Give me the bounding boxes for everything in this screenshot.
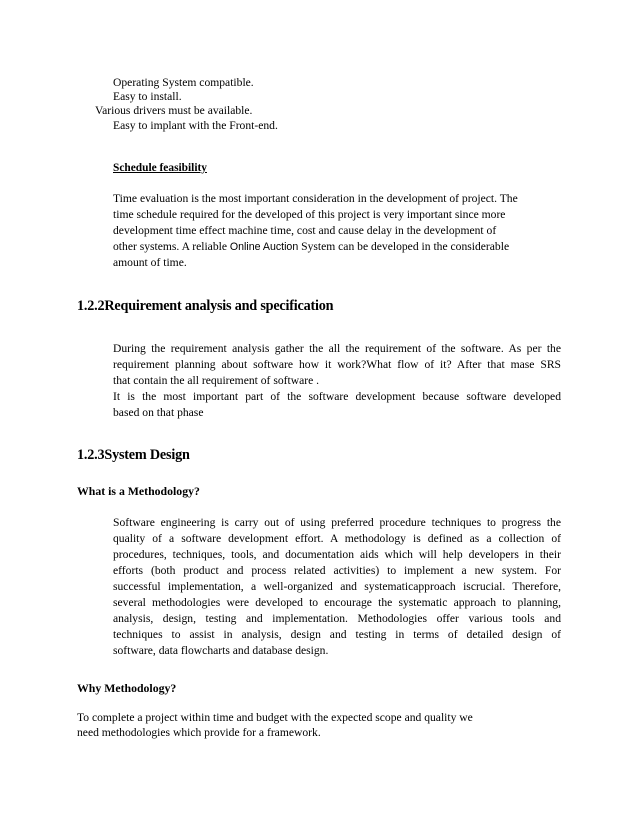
paragraph-line: several methodologies were developed to encourage the systematic approach to planning, — [113, 596, 561, 609]
why-line: need methodologies which provide for a framework. — [77, 726, 321, 739]
schedule-line-text: other systems. A reliable — [113, 240, 230, 253]
schedule-line: amount of time. — [113, 256, 187, 269]
paragraph-line: quality of a software development effort. A methodology is defined as a collection of — [113, 532, 561, 545]
intro-item: Various drivers must be available. — [95, 104, 253, 117]
paragraph-line: procedures, techniques, tools, and documentation aids which will help developers in their — [113, 548, 561, 561]
paragraph-line: techniques to assist in analysis, design and testing in terms of detailed design of — [113, 628, 561, 641]
online-auction-text: Online Auction — [229, 241, 299, 253]
paragraph-line: software, data flowcharts and database design. — [113, 644, 329, 657]
paragraph-line: analysis, design, testing and implementation. Methodologies offer various tools and — [113, 612, 561, 625]
paragraph-line: It is the most important part of the software development because software developed — [113, 390, 561, 403]
why-line: To complete a project within time and budget with the expected scope and quality we — [77, 711, 473, 724]
paragraph-line: based on that phase — [113, 406, 204, 419]
schedule-feasibility-title: Schedule feasibility — [113, 162, 207, 174]
paragraph-line: successful implementation, a well-organized and systematicapproach iscrucial. Therefore, — [113, 580, 561, 593]
schedule-line — [113, 240, 509, 254]
paragraph-line: that contain the all requirement of software . — [113, 374, 320, 387]
paragraph-line: During the requirement analysis gather the all the requirement of the software. As per the — [113, 342, 561, 355]
why-methodology-title: Why Methodology? — [77, 681, 177, 695]
intro-item: Operating System compatible. — [113, 76, 254, 89]
paragraph-line: requirement planning about software how it work?What flow of it? After that mase SRS — [113, 358, 561, 371]
paragraph-line: efforts (both product and process related activities) to implement a new system. For — [113, 564, 561, 577]
schedule-line: Time evaluation is the most important consideration in the development of project. The — [113, 192, 518, 205]
what-methodology-title: What is a Methodology? — [77, 484, 200, 498]
schedule-line-text: System can be developed in the considerable — [298, 240, 510, 253]
section-122-heading: 1.2.2Requirement analysis and specification — [77, 298, 334, 314]
schedule-line: development time effect machine time, cost and cause delay in the development of — [113, 224, 497, 237]
section-122-paragraph — [113, 341, 561, 421]
intro-item: Easy to implant with the Front-end. — [113, 119, 278, 132]
schedule-line: time schedule required for the developed of this project is very important since more — [113, 208, 506, 221]
methodology-paragraph — [113, 515, 561, 659]
intro-item: Easy to install. — [113, 90, 182, 103]
section-123-heading: 1.2.3System Design — [77, 447, 190, 463]
paragraph-line: Software engineering is carry out of using preferred procedure techniques to progress the — [113, 516, 561, 529]
